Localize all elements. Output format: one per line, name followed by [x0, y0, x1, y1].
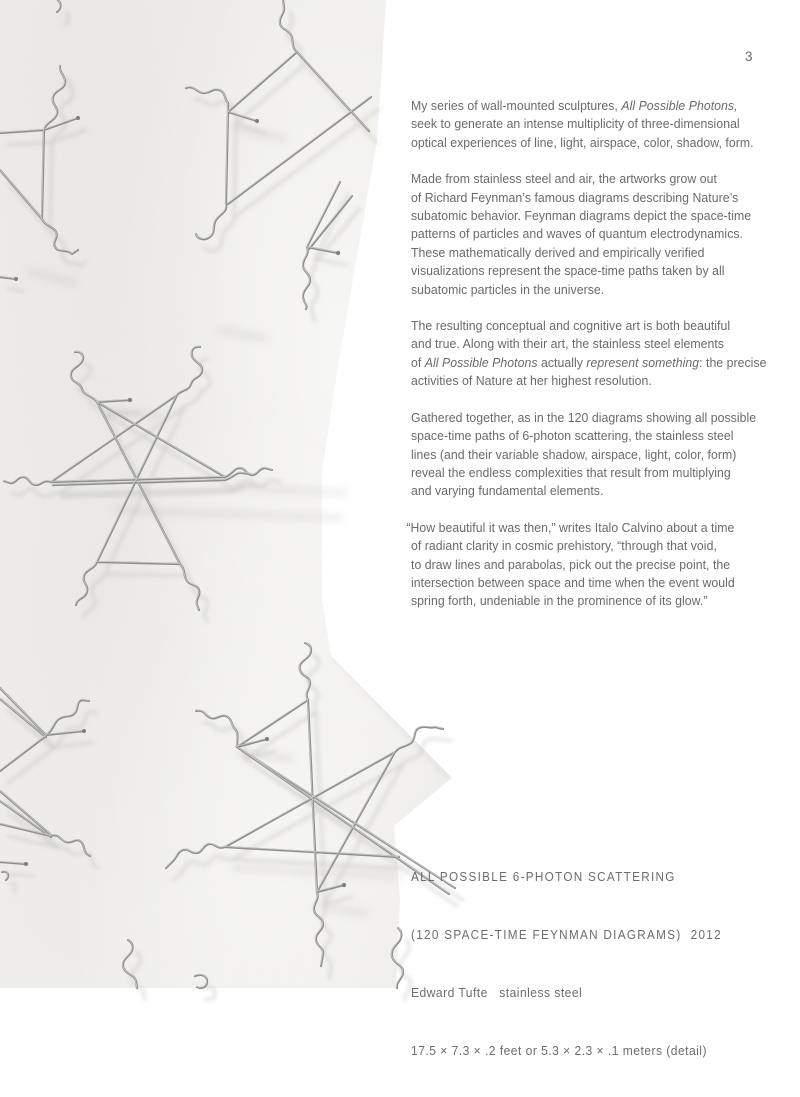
- paragraph: [411, 97, 767, 152]
- text-segment: subatomic particles in the universe.: [411, 281, 605, 297]
- text-segment: space-time paths of 6-photon scattering, the stainless steel: [411, 428, 734, 444]
- text-line: [411, 244, 767, 262]
- paragraph: [406, 519, 767, 611]
- artwork-caption: [411, 831, 722, 1097]
- text-line: [411, 354, 767, 372]
- text-segment: seek to generate an intense multiplicity of three-dimensional: [411, 116, 740, 132]
- caption-title: ALL POSSIBLE 6-PHOTON SCATTERING: [411, 870, 676, 884]
- text-segment: reveal the endless complexities that result from multiplying: [411, 464, 731, 480]
- text-segment: of: [411, 354, 425, 370]
- text-segment: subatomic behavior. Feynman diagrams depict the space-time: [411, 208, 752, 224]
- text-line: [411, 464, 767, 482]
- text-line: [411, 170, 767, 188]
- text-line: [411, 97, 767, 115]
- text-line: [411, 372, 767, 390]
- text-segment: : the precise: [699, 354, 767, 370]
- text-segment: “How beautiful it was then,” writes Italo Calvino about a time: [406, 519, 735, 535]
- text-line: [411, 335, 767, 353]
- text-line: [411, 574, 767, 592]
- text-line: [411, 281, 767, 299]
- text-line: [411, 189, 767, 207]
- text-segment: and varying fundamental elements.: [411, 483, 604, 499]
- text-segment: My series of wall-mounted sculptures,: [411, 98, 622, 113]
- text-segment: The resulting conceptual and cognitive art is both beautiful: [411, 318, 731, 334]
- text-segment: patterns of particles and waves of quantum electrodynamics.: [411, 226, 744, 242]
- text-line: [411, 225, 767, 243]
- text-segment: lines (and their variable shadow, airspace, light, color, form): [411, 446, 737, 462]
- text-line: [406, 519, 766, 537]
- text-segment: actually: [537, 354, 587, 370]
- text-line: [411, 592, 767, 610]
- text-line: [411, 134, 767, 152]
- text-segment: visualizations represent the space-time paths taken by all: [411, 263, 725, 279]
- text-segment: intersection between space and time when the event would: [411, 574, 735, 590]
- text-segment: Made from stainless steel and air, the artworks grow out: [411, 171, 717, 187]
- caption-subtitle: (120 SPACE-TIME FEYNMAN DIAGRAMS) 2012: [411, 927, 722, 942]
- text-segment: spring forth, undeniable in the prominence of its glow.”: [411, 593, 708, 609]
- text-segment: of radiant clarity in cosmic prehistory, “through that void,: [411, 538, 717, 554]
- article-text: [406, 97, 767, 629]
- text-line: [411, 207, 767, 225]
- text-line: [411, 482, 767, 500]
- caption-artist-medium: Edward Tufte stainless steel: [411, 985, 583, 1001]
- paragraph: [411, 317, 767, 391]
- text-line: [411, 537, 767, 555]
- italic-text: represent something: [586, 354, 700, 370]
- text-segment: These mathematically derived and empirically verified: [411, 244, 705, 260]
- page-number: 3: [745, 49, 753, 64]
- paragraph: [411, 170, 767, 299]
- text-line: [411, 556, 767, 574]
- paragraph: [411, 409, 767, 501]
- text-line: [411, 409, 767, 427]
- text-segment: Gathered together, as in the 120 diagrams showing all possible: [411, 409, 757, 425]
- text-line: [411, 446, 767, 464]
- text-segment: optical experiences of line, light, airspace, color, shadow, form.: [411, 134, 754, 150]
- text-line: [411, 317, 767, 335]
- text-line: [411, 427, 767, 445]
- text-segment: and true. Along with their art, the stainless steel elements: [411, 336, 724, 352]
- caption-dimensions: 17.5 × 7.3 × .2 feet or 5.3 × 2.3 × .1 meters (detail): [411, 1042, 707, 1058]
- text-line: [411, 115, 767, 133]
- text-segment: to draw lines and parabolas, pick out the precise point, the: [411, 556, 731, 572]
- text-line: [411, 262, 767, 280]
- text-segment: activities of Nature at her highest resolution.: [411, 373, 652, 389]
- text-segment: of Richard Feynman’s famous diagrams describing Nature’s: [411, 189, 739, 205]
- italic-text: All Possible Photons,: [621, 98, 738, 113]
- italic-text: All Possible Photons: [424, 354, 538, 370]
